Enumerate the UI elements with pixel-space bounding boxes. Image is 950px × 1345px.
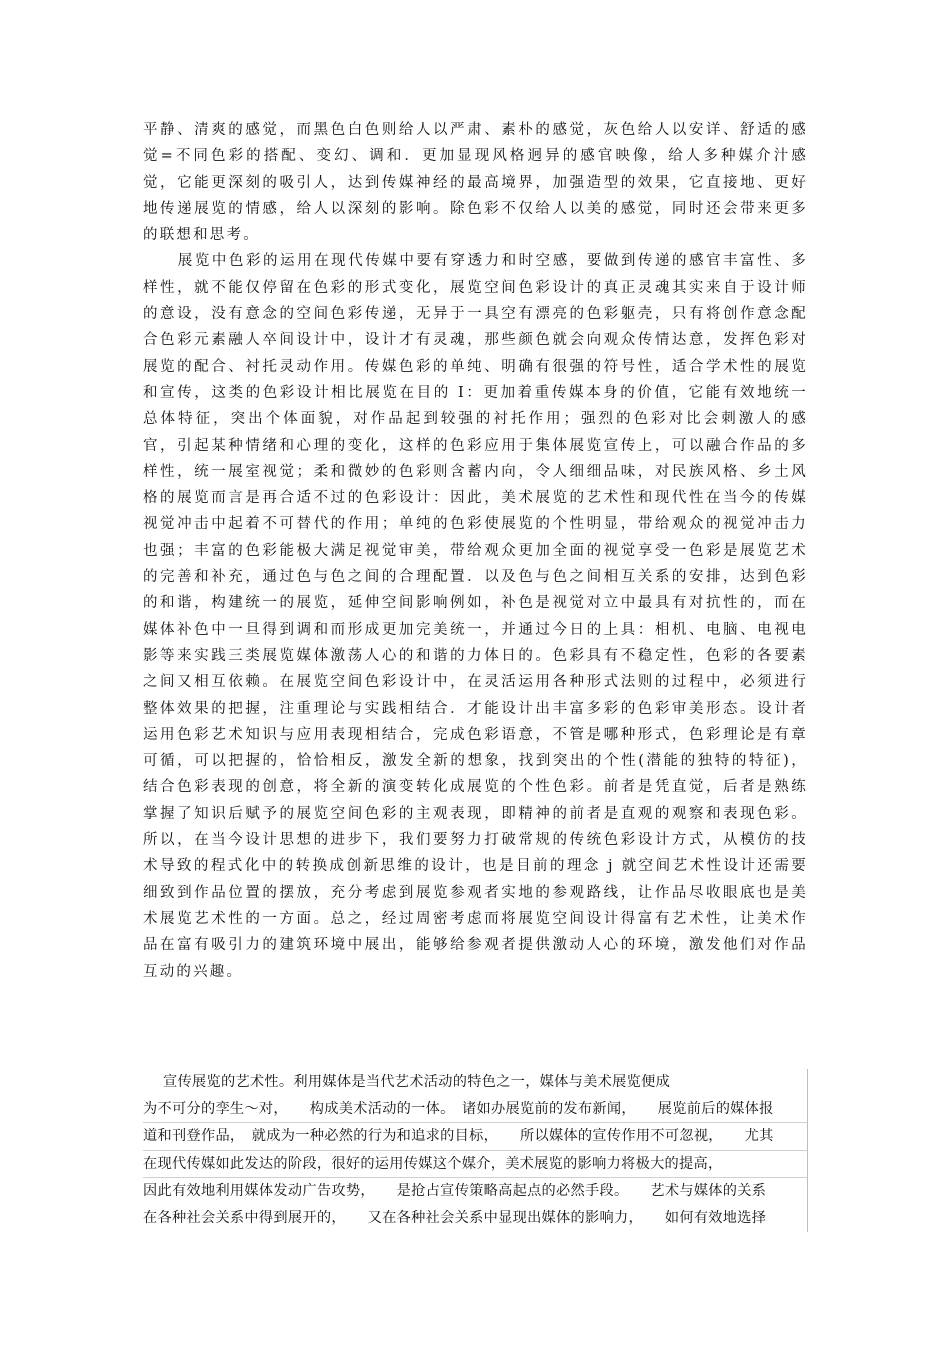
pasted-line-4: 在现代传媒如此发达的阶段，很好的运用传媒这个媒介，美术展览的影响力将极大的提高， bbox=[143, 1151, 808, 1178]
paragraph-2: 展览中色彩的运用在现代传媒中要有穿透力和时空感，要做到传递的感官丰富性、多样性，就不能仅停留在色彩的形式变化，展览空间色彩设计的真正灵魂其实来自于设计师的意设，没有意念的空间色彩传递，无异于一具空有漂亮的色彩躯壳，只有将创作意念配合色彩元素融人卒间设计中，设计才有灵魂，那些颜色就会向观众传情达意，发挥色彩对展览的配合、衬托灵动作用。传媒色彩的单纯、明确有很强的符号性，适合学术性的展览和宣传，这类的色彩设计相比展览在目的 I：更加着重传媒本身的价值，它能有效地统一总体特征，突出个体面貌，对作品起到较强的衬托作用；强烈的色彩对比会刺激人的感官，引起某种情绪和心理的变化，这样的色彩应用于集体展览宣传上，可以融合作品的多样性，统一展室视觉；柔和微妙的色彩则含蓄内向，令人细细品味，对民族风格、乡土风格的展览而言是再合适不过的色彩设计：因此，美术展览的艺术性和现代性在当今的传媒视觉冲击中起着不可替代的作用；单纯的色彩使展览的个性明显，带给观众的视觉冲击力也强；丰富的色彩能极大满足视觉审美，带给观众更加全面的视觉享受一色彩是展览艺术的完善和补充，通过色与色之间的合理配置．以及色与色之间相互关系的安排，达到色彩的和谐，构建统一的展览，延伸空间影响例如，补色是视觉对立中最具有对抗性的，而在媒体补色中一旦得到调和而形成更加完美统一，并通过今日的上具：相机、电脑、电视电影等来实践三类展览媒体激荡人心的和谐的力体日的。色彩具有不稳定性，色彩的各要素之间又相互依赖。在展览空间色彩设计中，在灵活运用各种形式法则的过程中，必须进行整体效果的把握，注重理论与实践相结合．才能设计出丰富多彩的色彩审美形态。设计者运用色彩艺术知识与应用表现相结合，完成色彩语意，不管是哪种形式，色彩理论是有章可循，可以把握的，恰恰相反，激发全新的想象，找到突出的个性(潜能的独特的特征)，结合色彩表现的创意，将全新的演变转化成展览的个性色彩。前者是凭直觉，后者是熟练掌握了知识后赋予的展览空间色彩的主观表现，即精神的前者是直观的观察和表现色彩。所以，在当今设计思想的进步下，我们要努力打破常规的传统色彩设计方式，从模仿的技术导致的程式化中的转换成创新思维的设计，也是目前的理念 j 就空间艺术性设计还需要细致到作品位置的摆放，充分考虑到展览参观者实地的参观路线，让作品尽收眼底也是美术展览艺术性的一方面。总之，经过周密考虑而将展览空间设计得富有艺术性，让美术作品在富有吸引力的建筑环境中展出，能够给参观者提供激动人心的环境，激发他们对作品互动的兴趣。 bbox=[143, 253, 808, 980]
paragraph-1: 平静、清爽的感觉，而黑色白色则给人以严肃、素朴的感觉，灰色给人以安详、舒适的感觉=不同色彩的搭配、变幻、调和．更加显现风格迥异的感官映像，给人多种媒介汁感觉，它能更深刻的吸引人，达到传媒神经的最高境界，加强造型的效果，它直接地、更好地传递展览的情感，给人以深刻的影响。除色彩不仅给人以美的感觉，同时还会带来更多的联想和思考。 bbox=[143, 122, 808, 244]
pasted-line-3: 道和刊登作品， 就成为一种必然的行为和追求的目标， 所以媒体的宣传作用不可忽视， 尤其 bbox=[143, 1123, 808, 1150]
body-text bbox=[143, 117, 808, 985]
pasted-line-1: 宣传展览的艺术性。利用媒体是当代艺术活动的特色之一，媒体与美术展览便成 bbox=[143, 1069, 808, 1096]
pasted-line-6: 在各种社会关系中得到展开的， 又在各种社会关系中显现出媒体的影响力， 如何有效地选择 bbox=[143, 1205, 808, 1232]
pasted-line-2: 为不可分的孪生～对， 构成美术活动的一体。 诸如办展览前的发布新闻， 展览前后的媒体报 bbox=[143, 1096, 808, 1123]
pasted-text-block bbox=[143, 1069, 808, 1232]
pasted-line-5: 因此有效地利用媒体发动广告攻势， 是抢占宣传策略高起点的必然手段。 艺术与媒体的关系 bbox=[143, 1178, 808, 1205]
